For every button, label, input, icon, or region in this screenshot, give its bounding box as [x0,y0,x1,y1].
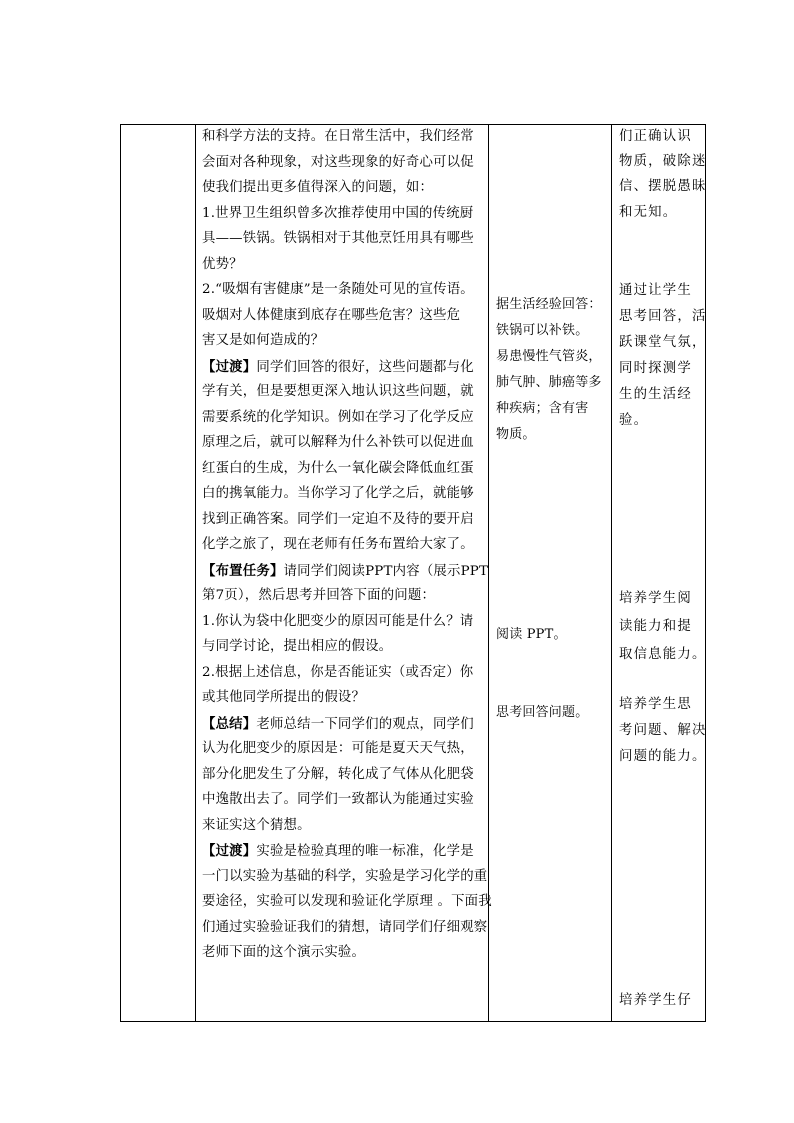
design-intent-line: 培养学生思 [619,697,692,712]
teacher-activity-line: 老师下面的这个演示实验。 [202,945,366,960]
student-activity-line: 肺气肿、肺癌等多 [496,375,602,390]
teacher-activity-line: 们通过实验验证我们的猜想，请同学们仔细观察 [202,919,488,935]
design-intent-line: 培养学生仔 [619,993,692,1008]
teacher-activity-line: 需要系统的化学知识。例如在学习了化学反应 [202,409,474,425]
design-intent-line: 们正确认识 [619,129,692,144]
design-intent-line: 考问题、解决 [619,723,707,738]
section-tag: 【过渡】 [202,358,257,375]
student-activity-line: 物质。 [496,427,536,442]
teacher-activity-line: 找到正确答案。同学们一定迫不及待的要开启 [202,511,474,527]
teacher-activity-line: 白的携氧能力。当你学习了化学之后，就能够 [202,486,474,501]
section-tag: 【过渡】 [202,843,257,859]
teacher-activity-line: 【布置任务】请同学们阅读PPT内容（展示PPT [202,562,489,579]
teacher-activity-line: 1.世界卫生组织曾多次推荐使用中国的传统厨 [202,205,474,221]
design-intent-line: 信、摆脱愚昧 [619,179,707,194]
teacher-activity-line: 原理之后，就可以解释为什么补铁可以促进血 [202,435,474,450]
teacher-activity-line: 学有关，但是要想更深入地认识这些问题，就 [202,384,474,399]
teacher-activity-line: 一门以实验为基础的科学，实验是学习化学的重 [202,868,488,884]
design-intent-line: 取信息能力。 [619,647,707,662]
design-intent-line: 问题的能力。 [619,749,707,764]
design-intent-line: 生的生活经 [619,387,692,402]
student-activity-line: 铁锅可以补铁。 [496,323,589,338]
teacher-activity-line: 红蛋白的生成，为什么一氧化碳会降低血红蛋 [202,460,474,476]
design-intent-line: 同时探测学 [619,361,692,376]
teacher-activity-line: 2.“吸烟有害健康”是一条随处可见的宣传语。 [202,282,474,297]
student-activity-line: 思考回答问题。 [496,705,589,720]
section-tag: 【总结】 [202,715,257,732]
design-intent-line: 通过让学生 [619,283,692,298]
teacher-activity-line: 2.根据上述信息，你是否能证实（或否定）你 [202,664,474,680]
design-intent-line: 验。 [619,413,649,428]
student-activity-line: 据生活经验回答： [496,297,602,312]
student-activity-line: 阅读 PPT。 [496,627,567,642]
design-intent-line: 培养学生阅 [619,591,692,606]
teacher-activity-line: 【总结】老师总结一下同学们的观点，同学们 [202,715,474,732]
design-intent-line: 和无知。 [619,205,678,220]
teacher-activity-line: 或其他同学所提出的假设？ [202,690,366,705]
teacher-activity-line: 第7页），然后思考并回答下面的问题： [202,588,436,603]
design-intent-line: 跃课堂气氛， [619,335,707,350]
teacher-activity-line: 要途径，实验可以发现和验证化学原理 。下面我 [202,894,492,909]
teacher-activity-line: 认为化肥变少的原因是：可能是夏天天气热， [202,741,474,756]
teacher-activity-line: 【过渡】同学们回答的很好，这些问题都与化 [202,358,474,375]
student-activity-line: 易患慢性气管炎， [496,349,602,364]
student-activity-cell [489,125,612,1022]
teacher-activity-line: 会面对各种现象，对这些现象的好奇心可以促 [202,154,474,170]
teacher-activity-cell [196,125,492,1022]
teacher-activity-line: 与同学讨论，提出相应的假设。 [202,639,393,654]
teacher-activity-line: 害又是如何造成的？ [202,333,325,348]
teacher-activity-line: 中逸散出去了。同学们一致都认为能通过实验 [202,792,474,807]
student-activity-line: 种疾病；含有害 [496,401,589,416]
teacher-activity-line: 化学之旅了，现在老师有任务布置给大家了。 [202,537,474,552]
teacher-activity-line: 来证实这个猜想。 [202,817,311,833]
design-intent-cell [612,125,706,1022]
teacher-activity-line: 使我们提出更多值得深入的问题，如： [202,180,434,195]
teacher-activity-line: 和科学方法的支持。在日常生活中，我们经常 [202,129,474,144]
teacher-activity-line: 吸烟对人体健康到底存在哪些危害？这些危 [202,307,461,323]
design-intent-line: 物质，破除迷 [619,154,707,169]
design-intent-line: 读能力和提 [619,619,692,634]
section-tag: 【布置任务】 [202,562,284,579]
teacher-activity-line: 优势？ [202,256,243,272]
table-row [121,125,706,1022]
teacher-activity-line: 1.你认为袋中化肥变少的原因可能是什么？请 [202,613,474,629]
teacher-activity-line: 【过渡】实验是检验真理的唯一标准，化学是 [202,843,474,859]
teacher-activity-line: 部分化肥发生了分解，转化成了气体从化肥袋 [202,766,474,782]
lesson-plan-table [120,124,706,1022]
stage-column-cell [121,125,196,1022]
teacher-activity-line: 具——铁锅。铁锅相对于其他烹饪用具有哪些 [202,231,474,246]
design-intent-line: 思考回答，活 [619,309,707,324]
